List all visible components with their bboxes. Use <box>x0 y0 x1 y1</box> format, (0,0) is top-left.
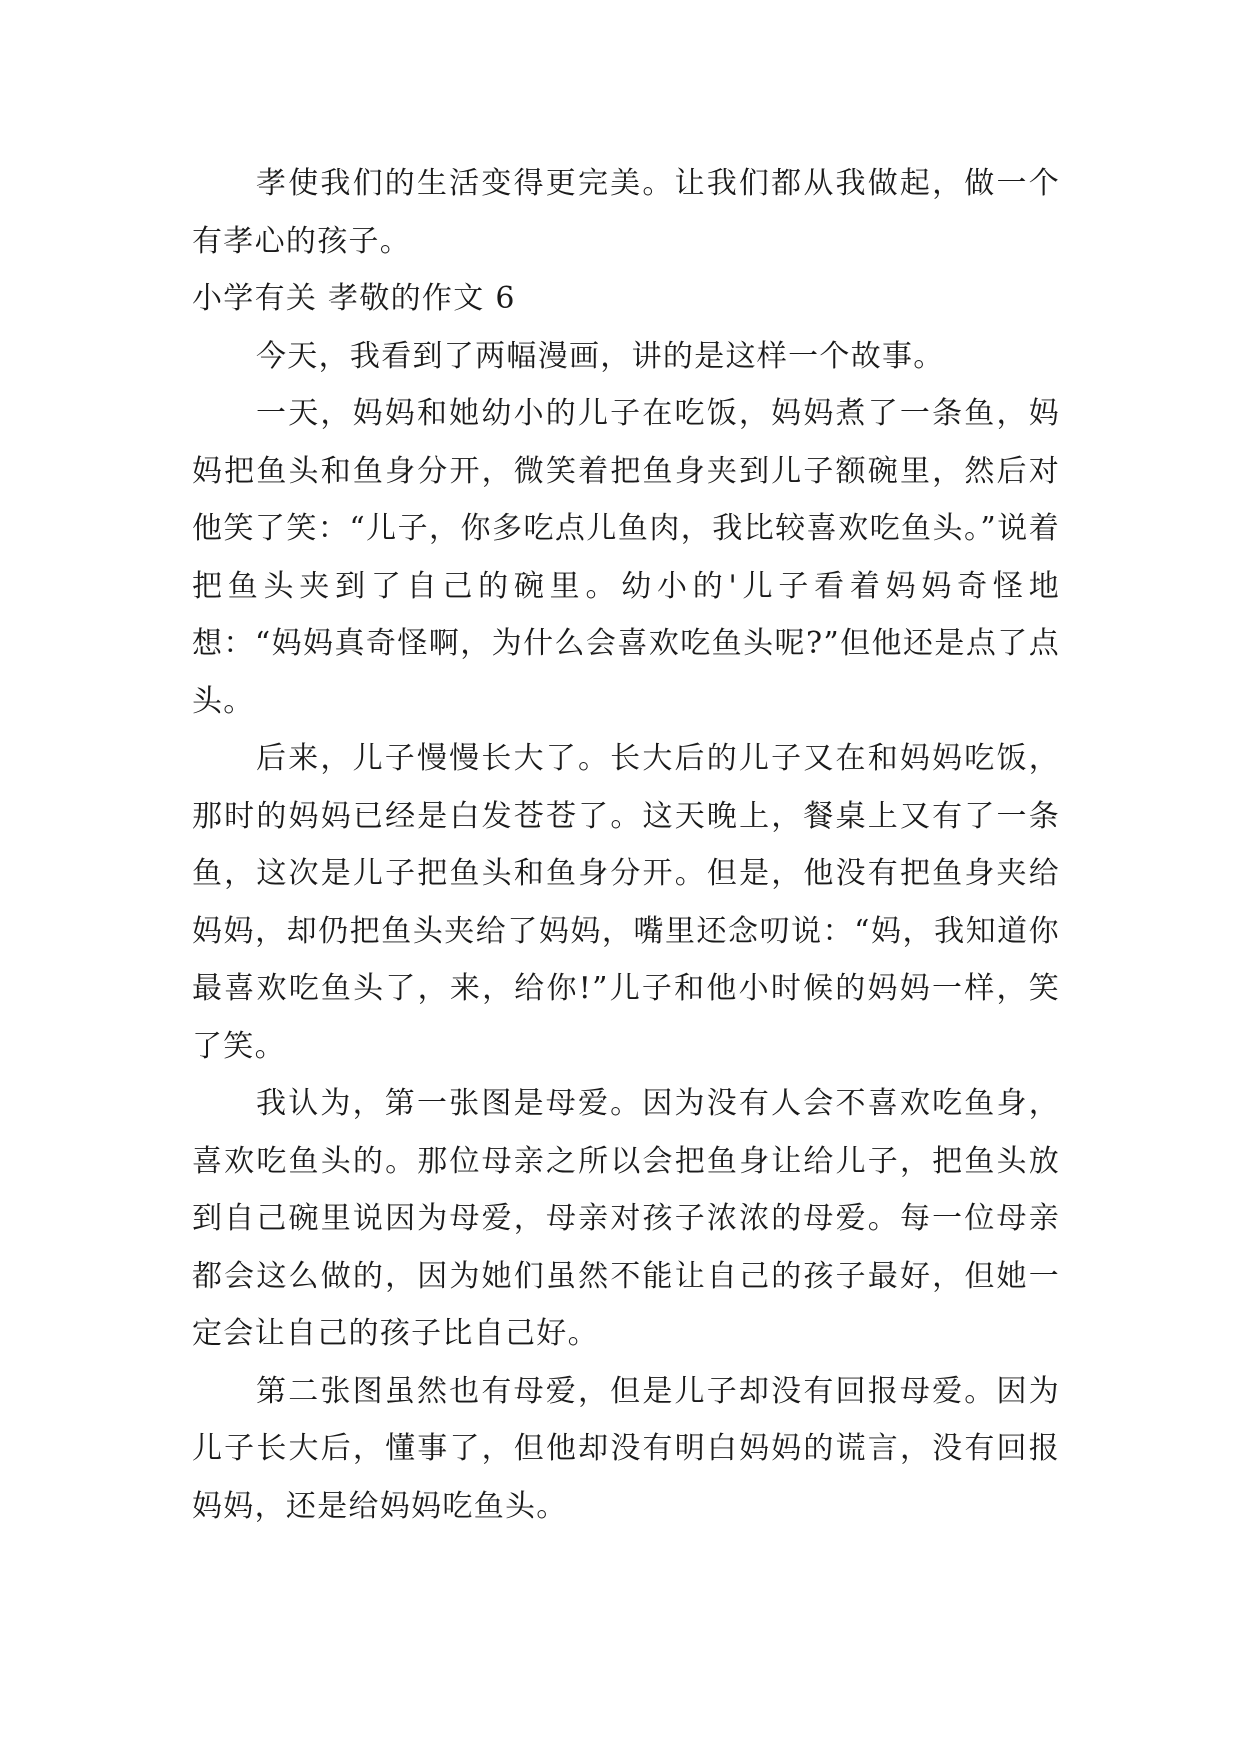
document-body <box>192 155 1060 1535</box>
paragraph-story-adulthood: 后来，儿子慢慢长大了。长大后的儿子又在和妈妈吃饭，那时的妈妈已经是白发苍苍了。这天晚上，餐桌上又有了一条鱼，这次是儿子把鱼头和鱼身分开。但是，他没有把鱼身夹给妈妈，却仍把鱼头夹给了妈妈，嘴里还念叨说：“妈，我知道你最喜欢吃鱼头了，来，给你!”儿子和他小时候的妈妈一样，笑了笑。 <box>192 741 1060 1064</box>
paragraph-continuation: 孝使我们的生活变得更完美。让我们都从我做起，做一个有孝心的孩子。 <box>192 166 1060 259</box>
paragraph-opinion-first: 我认为，第一张图是母爱。因为没有人会不喜欢吃鱼身，喜欢吃鱼头的。那位母亲之所以会把鱼身让给儿子，把鱼头放到自己碗里说因为母爱，母亲对孩子浓浓的母爱。每一位母亲都会这么做的，因为她们虽然不能让自己的孩子最好，但她一定会让自己的孩子比自己好。 <box>192 1086 1060 1351</box>
paragraph-intro: 今天，我看到了两幅漫画，讲的是这样一个故事。 <box>256 338 945 374</box>
section-heading: 小学有关 孝敬的作文 6 <box>192 281 516 316</box>
paragraph-story-childhood: 一天，妈妈和她幼小的儿子在吃饭，妈妈煮了一条鱼，妈妈把鱼头和鱼身分开，微笑着把鱼身夹到儿子额碗里，然后对他笑了笑：“儿子，你多吃点儿鱼肉，我比较喜欢吃鱼头。”说着把鱼头夹到了自己的碗里。幼小的'儿子看着妈妈奇怪地想：“妈妈真奇怪啊，为什么会喜欢吃鱼头呢?”但他还是点了点头。 <box>192 396 1060 719</box>
paragraph-opinion-second: 第二张图虽然也有母爱，但是儿子却没有回报母爱。因为儿子长大后，懂事了，但他却没有明白妈妈的谎言，没有回报妈妈，还是给妈妈吃鱼头。 <box>192 1373 1060 1524</box>
